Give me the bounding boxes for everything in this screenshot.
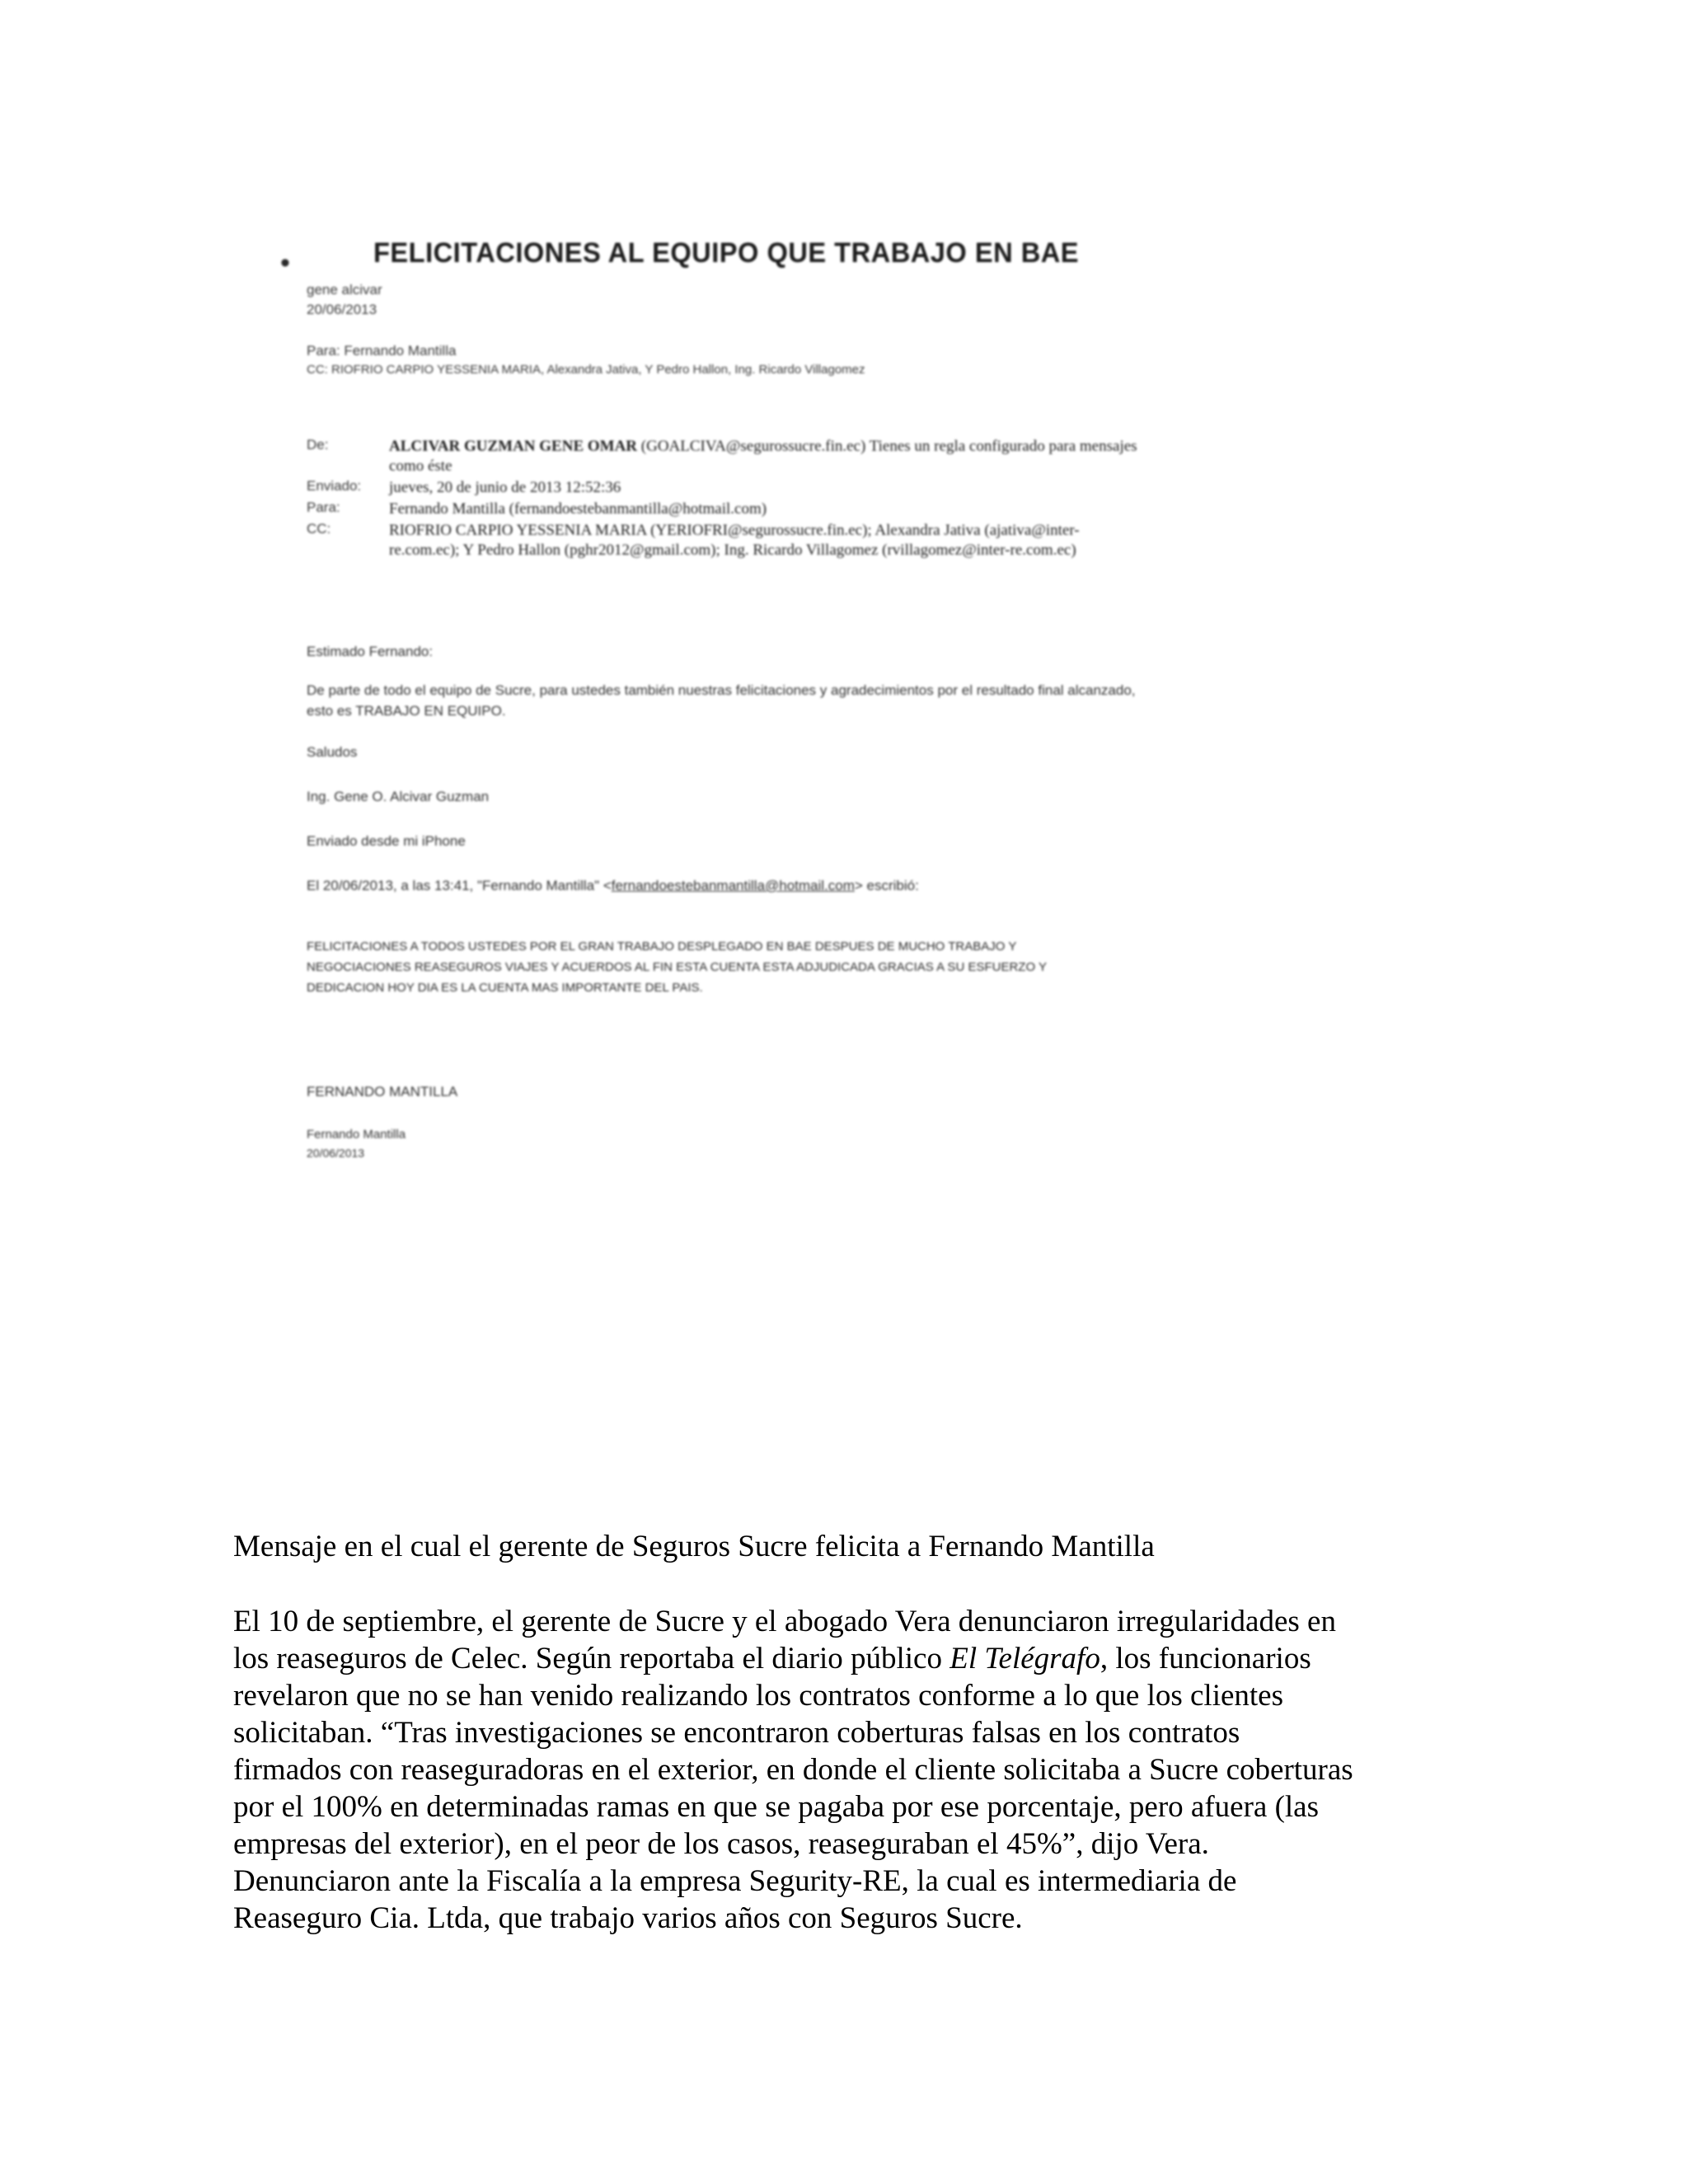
quoted-text: FELICITACIONES A TODOS USTEDES POR EL GRAN TRABAJO DESPLEGADO EN BAE DESPUES DE MUCHO TRABAJO Y NEGOCIACIONES REASEGUROS VIAJES Y ACUERDOS AL FIN ESTA CUENTA ESTA ADJUDICADA GRACIAS A SU ESFUERZO Y DEDICACION HOY DIA ES LA CUENTA MAS IMPORTANTE DEL PAIS. [307,940,1047,995]
quote-intro-end: > escribió: [854,878,919,893]
from-rest: (GOALCIVA@segurossucre.fin.ec) Tienes un regla configurado para mensajes como éste [389,438,1137,475]
article-line: por el 100% en determinadas ramas en que se pagaba por ese porcentaje, pero afuera (las [233,1790,1320,1824]
quote-email-link[interactable]: fernandoestebanmantilla@hotmail.com [611,878,855,893]
article-line-start: los reaseguros de Celec. Según reportaba el diario público [233,1642,950,1675]
article-line: El 10 de septiembre, el gerente de Sucre y el abogado Vera denunciaron irregularidades en [233,1605,1336,1638]
newspaper-name: El Telégrafo [950,1642,1100,1675]
article-line-end: , los funcionarios [1100,1642,1311,1675]
cc-value: RIOFRIO CARPIO YESSENIA MARIA (YERIOFRI@segurossucre.fin.ec); Alexandra Jativa (ajativa@inter-re.com.ec); Y Pedro Hallon (pghr2012@gmail.com); Ing. Ricardo Villagomez (rvillagomez@inter-re.com.ec) [389,522,1080,559]
cc-label: CC: [307,521,331,537]
to-label: Para: [307,499,340,515]
reply-to: Para: Fernando Mantilla [307,343,457,359]
from-name: ALCIVAR GUZMAN GENE OMAR [389,438,638,455]
email-sent-from: Enviado desde mi iPhone [307,833,466,849]
sent-label: Enviado: [307,478,362,494]
from-label: De: [307,437,329,452]
image-caption: Mensaje en el cual el gerente de Seguros Sucre felicita a Fernando Mantilla [233,1530,1155,1563]
article-line: solicitaban. “Tras investigaciones se encontraron coberturas falsas en los contratos [233,1716,1240,1750]
article-line: revelaron que no se han venido realizando los contratos conforme a lo que los clientes [233,1679,1284,1713]
scanned-email-image [272,223,1154,1195]
article-line: Reaseguro Cia. Ltda, que trabajo varios años con Seguros Sucre. [233,1901,1023,1935]
article-line: Denunciaron ante la Fiscalía a la empresa Segurity-RE, la cual es intermediaria de [233,1864,1237,1898]
to-value: Fernando Mantilla (fernandoestebanmantilla@hotmail.com) [389,500,767,518]
article-paragraph [233,1603,1470,1937]
email-body: De parte de todo el equipo de Sucre, para ustedes también nuestras felicitaciones y agradecimientos por el resultado final alcanzado, esto es TRABAJO EN EQUIPO. [307,682,1136,719]
reply-cc: CC: RIOFRIO CARPIO YESSENIA MARIA, Alexandra Jativa, Y Pedro Hallon, Ing. Ricardo Villagomez [307,363,865,377]
quoted-signature-caps: FERNANDO MANTILLA [307,1084,458,1099]
quoted-date: 20/06/2013 [307,1146,365,1160]
email-signature: Ing. Gene O. Alcivar Guzman [307,789,490,804]
bullet-mark: • [280,247,290,279]
article-line: firmados con reaseguradoras en el exterior, en donde el cliente solicitaba a Sucre coberturas [233,1753,1353,1787]
reply-date: 20/06/2013 [307,302,377,317]
email-greeting: Estimado Fernando: [307,644,434,659]
reply-author: gene alcivar [307,282,382,298]
email-header [307,437,1147,562]
quote-intro-start: El 20/06/2013, a las 13:41, "Fernando Mantilla" < [307,878,612,893]
article-line: empresas del exterior), en el peor de los casos, reaseguraban el 45%”, dijo Vera. [233,1827,1209,1861]
quoted-signature: Fernando Mantilla [307,1127,406,1141]
sent-value: jueves, 20 de junio de 2013 12:52:36 [389,479,621,496]
article-line [233,1640,1470,1677]
quote-intro [307,875,1147,896]
email-heading: FELICITACIONES AL EQUIPO QUE TRABAJO EN BAE [373,237,1080,269]
email-closing: Saludos [307,744,358,760]
